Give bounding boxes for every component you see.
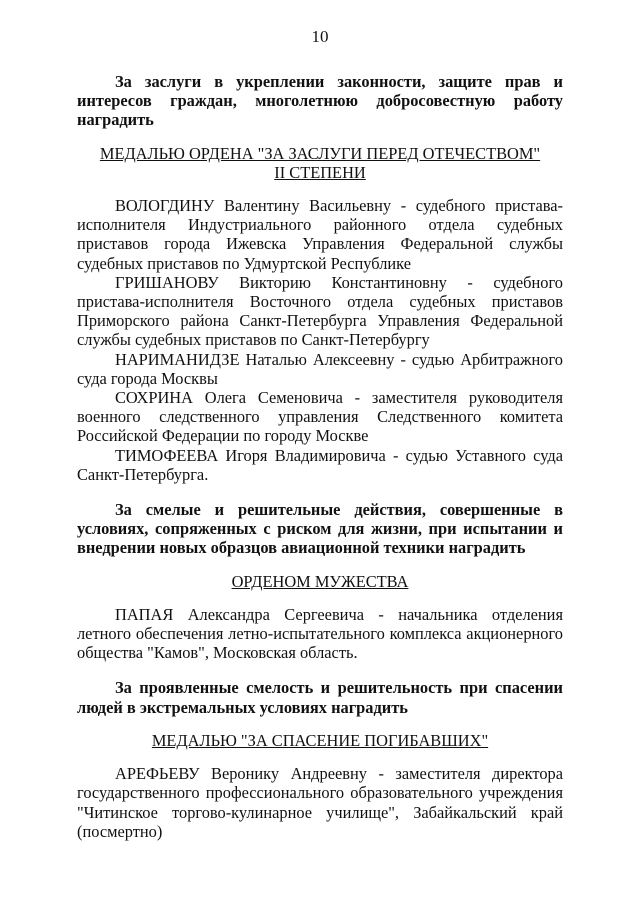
recipient-entry: ПАПАЯ Александра Сергеевича - начальника отделения летного обеспечения летно-испытательного комплекса акционерного общества "Камов", Московская область. — [77, 604, 563, 663]
page-number: 10 — [311, 27, 329, 46]
recipient-entry: НАРИМАНИДЗЕ Наталью Алексеевну - судью Арбитражного суда города Москвы — [77, 349, 563, 388]
award-title: ОРДЕНОМ МУЖЕСТВА — [231, 571, 409, 591]
recipient-entry: ГРИШАНОВУ Викторию Константиновну - судебного пристава-исполнителя Восточного отдела судебных приставов Приморского района Санкт-Петербурга Управления Федеральной службы судебных приставов по Санкт-Петербургу — [77, 272, 563, 350]
recipient-entry: СОХРИНА Олега Семеновича - заместителя руководителя военного следственного управления Следственного комитета Российской Федерации по городу Москве — [77, 388, 563, 446]
recipient-entry: ВОЛОГДИНУ Валентину Васильевну - судебного пристава-исполнителя Индустриального районного отдела судебных приставов города Ижевска Управления Федеральной службы судебных приставов по Удмуртской Республике — [77, 196, 563, 273]
award-title: МЕДАЛЬЮ "ЗА СПАСЕНИЕ ПОГИБАВШИХ" — [151, 730, 489, 750]
award-reason: За смелые и решительные действия, совершенные в условиях, сопряженных с риском для жизни, при испытании и внедрении новых образцов авиационной техники наградить — [77, 500, 563, 558]
award-reason: За заслуги в укреплении законности, защите прав и интересов граждан, многолетнюю добросовестную работу наградить — [77, 72, 563, 130]
award-title: МЕДАЛЬЮ ОРДЕНА "ЗА ЗАСЛУГИ ПЕРЕД ОТЕЧЕСТВОМ" — [99, 143, 541, 163]
award-title-degree: II СТЕПЕНИ — [274, 162, 366, 182]
recipient-entry: ТИМОФЕЕВА Игоря Владимировича - судью Уставного суда Санкт-Петербурга. — [77, 445, 563, 484]
award-reason: За проявленные смелость и решительность при спасении людей в экстремальных условиях наградить — [77, 678, 563, 717]
decree-body — [77, 72, 563, 841]
recipient-entry: АРЕФЬЕВУ Веронику Андреевну - заместителя директора государственного профессионального образовательного учреждения "Читинское торгово-кулинарное училище", Забайкальский край (посмертно) — [77, 764, 563, 841]
